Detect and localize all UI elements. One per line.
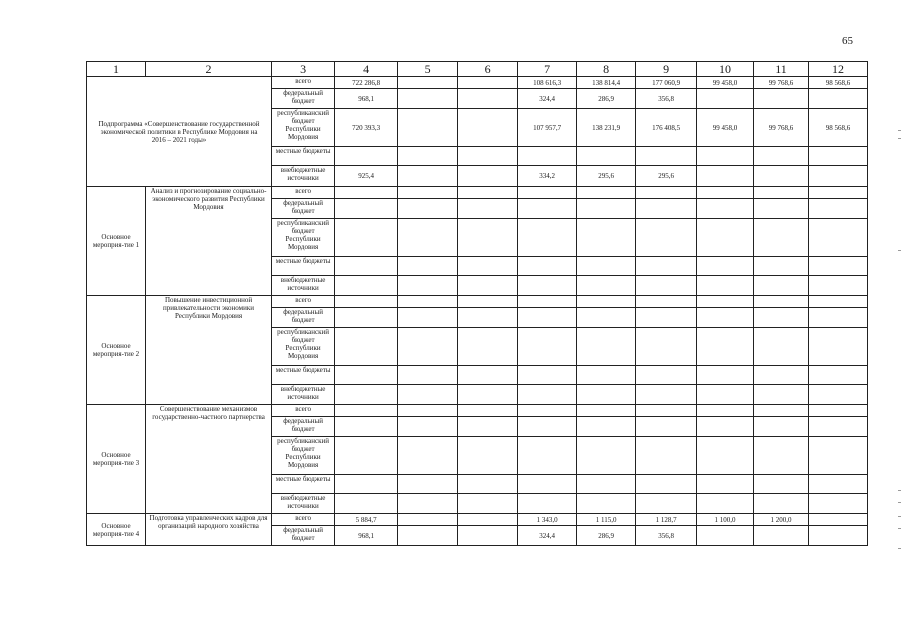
value-cell: 99 768,6 xyxy=(754,77,809,89)
value-cell: 334,2 xyxy=(518,166,577,187)
table-row xyxy=(87,77,868,89)
value-cell: 356,8 xyxy=(636,526,697,546)
funding-source: внебюджетные источники xyxy=(272,385,335,405)
column-header: 12 xyxy=(808,62,867,77)
value-cell: 286,9 xyxy=(577,526,636,546)
funding-source: федеральный бюджет xyxy=(272,308,335,328)
value-cell: 968,1 xyxy=(335,526,398,546)
table-row xyxy=(87,296,868,308)
funding-source: республиканский бюджет Республики Мордовия xyxy=(272,109,335,147)
value-cell xyxy=(458,77,518,89)
funding-source: местные бюджеты xyxy=(272,366,335,385)
funding-source: внебюджетные источники xyxy=(272,166,335,187)
funding-source: федеральный бюджет xyxy=(272,417,335,437)
value-cell xyxy=(577,147,636,166)
value-cell: 1 128,7 xyxy=(636,514,697,526)
funding-source: федеральный бюджет xyxy=(272,199,335,219)
value-cell: 356,8 xyxy=(636,89,697,109)
value-cell xyxy=(754,166,809,187)
value-cell: 286,9 xyxy=(577,89,636,109)
value-cell xyxy=(398,77,458,89)
budget-table xyxy=(86,61,868,546)
value-cell: 5 884,7 xyxy=(335,514,398,526)
column-header: 11 xyxy=(754,62,809,77)
value-cell xyxy=(458,514,518,526)
value-cell xyxy=(808,526,867,546)
column-header: 1 xyxy=(87,62,146,77)
funding-source: местные бюджеты xyxy=(272,147,335,166)
column-header: 4 xyxy=(335,62,398,77)
value-cell: 1 115,0 xyxy=(577,514,636,526)
table-row xyxy=(87,405,868,417)
value-cell: 138 814,4 xyxy=(577,77,636,89)
value-cell xyxy=(697,526,754,546)
funding-source: всего xyxy=(272,77,335,89)
value-cell xyxy=(808,89,867,109)
value-cell xyxy=(518,147,577,166)
value-cell: 138 231,9 xyxy=(577,109,636,147)
value-cell: 295,6 xyxy=(577,166,636,187)
funding-source: внебюджетные источники xyxy=(272,276,335,296)
funding-source: федеральный бюджет xyxy=(272,526,335,546)
value-cell: 107 957,7 xyxy=(518,109,577,147)
value-cell: 1 343,0 xyxy=(518,514,577,526)
column-header: 9 xyxy=(636,62,697,77)
value-cell xyxy=(754,526,809,546)
event-name: Повышение инвестиционной привлекательности экономики Республики Мордовия xyxy=(145,296,271,405)
table-row xyxy=(87,514,868,526)
scan-margin-marks xyxy=(898,130,902,560)
event-name: Анализ и прогнозирование социально-экономического развития Республики Мордовия xyxy=(145,187,271,296)
value-cell: 722 286,8 xyxy=(335,77,398,89)
value-cell: 99 458,0 xyxy=(697,77,754,89)
value-cell xyxy=(697,147,754,166)
event-label: Основное мероприя-тие 4 xyxy=(87,514,146,546)
value-cell xyxy=(458,109,518,147)
value-cell: 98 568,6 xyxy=(808,77,867,89)
value-cell: 968,1 xyxy=(335,89,398,109)
value-cell: 324,4 xyxy=(518,526,577,546)
value-cell xyxy=(458,147,518,166)
funding-source: всего xyxy=(272,187,335,199)
value-cell: 98 568,6 xyxy=(808,109,867,147)
value-cell xyxy=(458,526,518,546)
funding-source: внебюджетные источники xyxy=(272,494,335,514)
value-cell: 720 393,3 xyxy=(335,109,398,147)
value-cell xyxy=(398,166,458,187)
value-cell xyxy=(754,147,809,166)
subprogram-name: Подпрограмма «Совершенствование государственной экономической политики в Республике Мордовия на 2016 – 2021 годы» xyxy=(87,77,272,187)
column-header: 8 xyxy=(577,62,636,77)
value-cell xyxy=(398,526,458,546)
column-header: 6 xyxy=(458,62,518,77)
value-cell: 295,6 xyxy=(636,166,697,187)
page-number: 65 xyxy=(842,35,853,47)
funding-source: республиканский бюджет Республики Мордовия xyxy=(272,328,335,366)
column-header: 2 xyxy=(145,62,271,77)
table-row xyxy=(87,187,868,199)
funding-source: всего xyxy=(272,514,335,526)
value-cell xyxy=(697,89,754,109)
value-cell: 925,4 xyxy=(335,166,398,187)
value-cell: 1 200,0 xyxy=(754,514,809,526)
funding-source: местные бюджеты xyxy=(272,475,335,494)
budget-table-sheet xyxy=(86,61,868,546)
value-cell: 99 458,0 xyxy=(697,109,754,147)
value-cell xyxy=(458,166,518,187)
column-number-row xyxy=(87,62,868,77)
value-cell xyxy=(754,89,809,109)
value-cell: 108 616,3 xyxy=(518,77,577,89)
value-cell xyxy=(398,89,458,109)
value-cell xyxy=(398,147,458,166)
value-cell xyxy=(808,147,867,166)
column-header: 10 xyxy=(697,62,754,77)
value-cell: 99 768,6 xyxy=(754,109,809,147)
value-cell xyxy=(636,147,697,166)
column-header: 7 xyxy=(518,62,577,77)
funding-source: всего xyxy=(272,296,335,308)
column-header: 5 xyxy=(398,62,458,77)
value-cell xyxy=(458,89,518,109)
value-cell xyxy=(808,166,867,187)
value-cell xyxy=(697,166,754,187)
funding-source: местные бюджеты xyxy=(272,257,335,276)
event-label: Основное мероприя-тие 2 xyxy=(87,296,146,405)
funding-source: федеральный бюджет xyxy=(272,89,335,109)
event-label: Основное мероприя-тие 3 xyxy=(87,405,146,514)
funding-source: всего xyxy=(272,405,335,417)
value-cell: 176 408,5 xyxy=(636,109,697,147)
value-cell: 177 060,9 xyxy=(636,77,697,89)
value-cell: 324,4 xyxy=(518,89,577,109)
event-name: Подготовка управленческих кадров для организаций народного хозяйства xyxy=(145,514,271,546)
value-cell xyxy=(398,109,458,147)
event-name: Совершенствование механизмов государственно-частного партнерства xyxy=(145,405,271,514)
value-cell xyxy=(335,147,398,166)
column-header: 3 xyxy=(272,62,335,77)
funding-source: республиканский бюджет Республики Мордовия xyxy=(272,219,335,257)
value-cell: 1 100,0 xyxy=(697,514,754,526)
event-label: Основное мероприя-тие 1 xyxy=(87,187,146,296)
value-cell xyxy=(398,514,458,526)
funding-source: республиканский бюджет Республики Мордовия xyxy=(272,437,335,475)
value-cell xyxy=(808,514,867,526)
